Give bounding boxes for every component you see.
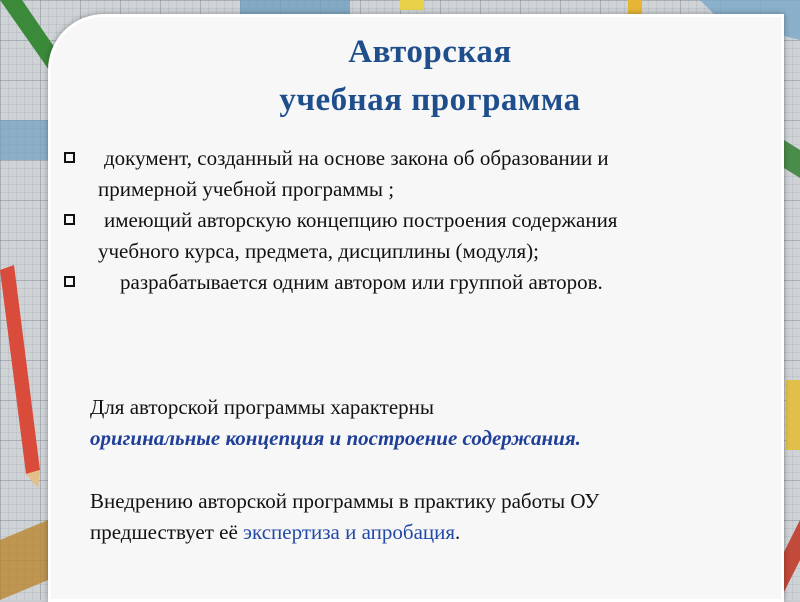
list-item-line-2: примерной учебной программы ; xyxy=(98,177,395,201)
ruler-icon xyxy=(0,120,48,160)
title-line-1: Авторская xyxy=(348,34,512,70)
characteristics-emphasis: оригинальные концепция и построение содержания. xyxy=(90,426,581,450)
implementation-suffix: . xyxy=(455,520,461,544)
checkbox-bullet-icon xyxy=(64,276,75,287)
list-item xyxy=(56,267,776,298)
list-item xyxy=(56,205,776,267)
characteristics-text: Для авторской программы характерны xyxy=(90,395,435,419)
bullet-list xyxy=(56,143,776,298)
list-item-line-2: учебного курса, предмета, дисциплины (модуля); xyxy=(98,239,539,263)
implementation-paragraph xyxy=(90,486,770,548)
implementation-text: Внедрению авторской программы в практику работы ОУ xyxy=(90,489,600,513)
implementation-prefix: предшествует её xyxy=(90,520,244,544)
ruler-icon xyxy=(240,0,350,14)
characteristics-paragraph xyxy=(90,392,770,454)
checkbox-bullet-icon xyxy=(64,152,75,163)
checkbox-bullet-icon xyxy=(64,214,75,225)
implementation-highlight: экспертиза и апробация xyxy=(243,520,456,544)
list-item xyxy=(56,143,776,205)
list-item-line-1: разрабатывается одним автором или группой авторов. xyxy=(120,270,603,294)
title-line-2: учебная программа xyxy=(279,82,581,118)
list-item-line-1: имеющий авторскую концепцию построения содержания xyxy=(104,208,618,232)
list-item-line-1: документ, созданный на основе закона об образовании и xyxy=(104,146,609,170)
pencil-icon xyxy=(0,265,40,488)
